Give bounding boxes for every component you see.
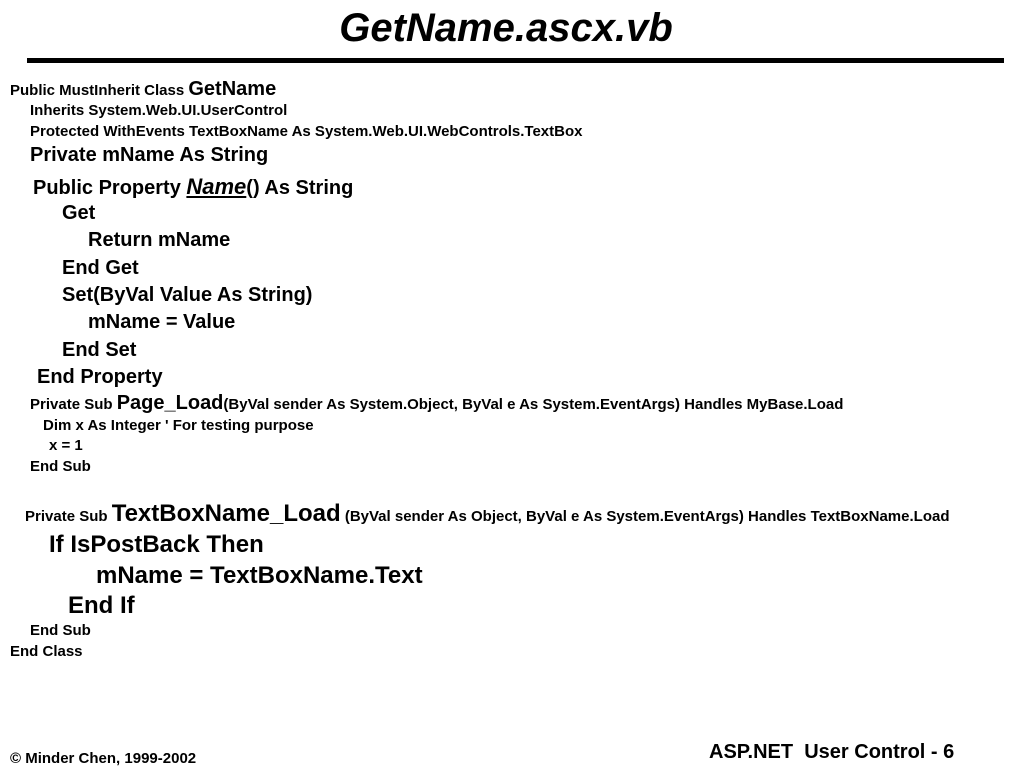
code-line-x-assign: x = 1	[49, 437, 83, 454]
code-line-end-sub-2: End Sub	[30, 622, 91, 639]
title-rule	[27, 58, 1004, 63]
code-line-end-get: End Get	[62, 257, 139, 279]
code-line-end-sub-1: End Sub	[30, 458, 91, 475]
code-property-name: Name	[186, 174, 247, 199]
code-line-return: Return mName	[88, 229, 231, 251]
code-line-end-property: End Property	[37, 366, 163, 388]
code-line-textbox-load	[25, 500, 949, 528]
code-page-load-name: Page_Load	[116, 392, 224, 414]
code-line-textbox-field: Protected WithEvents TextBoxName As System.Web.UI.WebControls.TextBox	[30, 123, 583, 140]
code-line-property-declaration	[33, 174, 353, 200]
code-line-end-set: End Set	[62, 339, 137, 361]
code-class-keywords: Public MustInherit Class	[10, 82, 189, 99]
code-textbox-load-signature: (ByVal sender As Object, ByVal e As System.EventArgs) Handles TextBoxName.Load	[340, 508, 950, 525]
code-line-class-declaration	[10, 78, 276, 101]
code-line-if-postback: If IsPostBack Then	[49, 531, 264, 558]
code-line-get: Get	[62, 202, 96, 224]
code-textbox-load-name: TextBoxName_Load	[111, 500, 341, 527]
footer-page-label: ASP.NET User Control - 6	[709, 741, 955, 763]
code-page-load-keywords: Private Sub	[30, 396, 117, 413]
code-textbox-load-keywords: Private Sub	[25, 508, 112, 525]
code-page-load-signature: (ByVal sender As System.Object, ByVal e As System.EventArgs) Handles MyBase.Load	[223, 396, 844, 413]
code-line-end-if: End If	[68, 592, 135, 619]
code-line-assign-value: mName = Value	[88, 311, 236, 333]
code-line-mname-assign: mName = TextBoxName.Text	[96, 562, 423, 589]
footer-copyright: © Minder Chen, 1999-2002	[10, 750, 197, 767]
slide-title: GetName.ascx.vb	[339, 6, 673, 50]
code-line-set: Set(ByVal Value As String)	[62, 284, 313, 306]
code-line-page-load	[30, 392, 843, 415]
code-property-keywords: Public Property	[33, 177, 187, 199]
code-line-inherits: Inherits System.Web.UI.UserControl	[30, 102, 288, 119]
code-property-type: () As String	[246, 177, 354, 199]
code-line-end-class: End Class	[10, 643, 83, 660]
code-line-dim-x: Dim x As Integer ' For testing purpose	[43, 417, 314, 434]
code-class-name: GetName	[188, 78, 277, 100]
code-line-mname-field: Private mName As String	[30, 144, 269, 166]
